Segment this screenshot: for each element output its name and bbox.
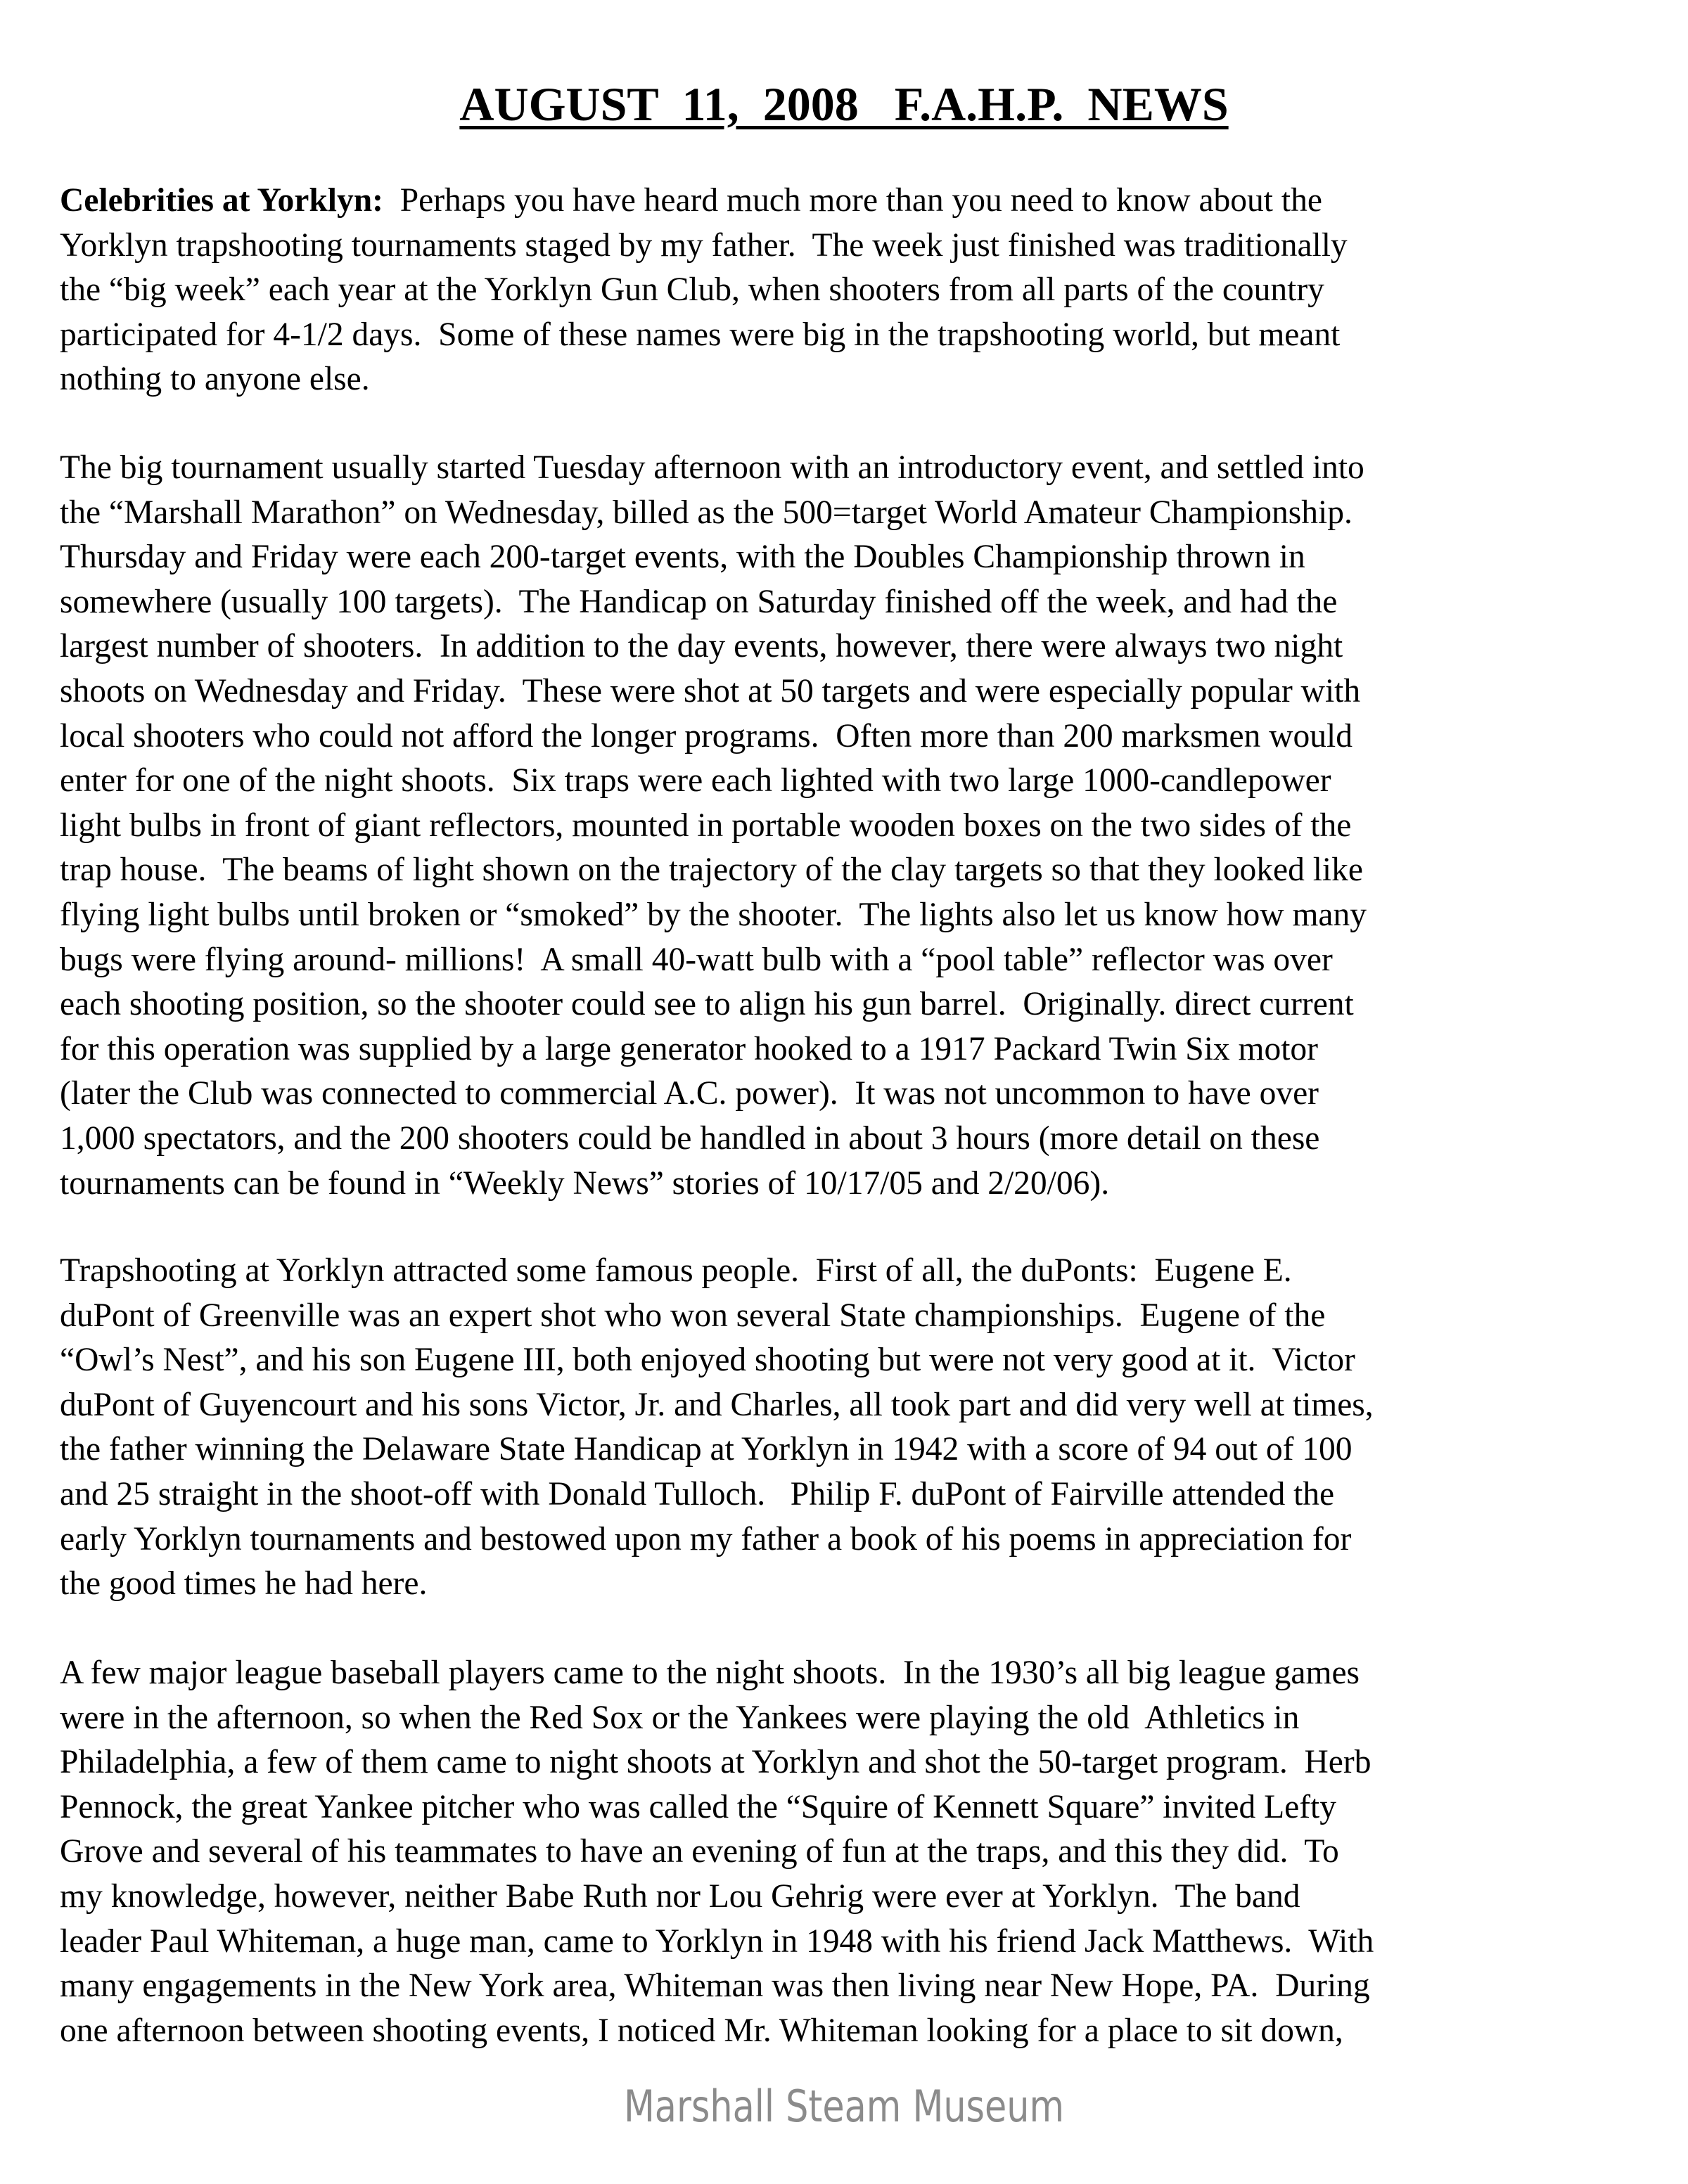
- paragraph-line: bugs were flying around- millions! A small 40-watt bulb with a “pool table” reflector was over: [60, 941, 1333, 978]
- paragraph-line: 1,000 spectators, and the 200 shooters could be handled in about 3 hours (more detail on these: [60, 1119, 1320, 1157]
- paragraph-line: Yorklyn trapshooting tournaments staged by my father. The week just finished was traditionally: [60, 226, 1348, 264]
- paragraph-line: The big tournament usually started Tuesday afternoon with an introductory event, and settled into: [60, 449, 1364, 486]
- paragraph-line: Grove and several of his teammates to have an evening of fun at the traps, and this they did. To: [60, 1833, 1339, 1870]
- paragraph-celebrities: [60, 179, 1677, 402]
- paragraph-line: “Owl’s Nest”, and his son Eugene III, both enjoyed shooting but were not very good at it. Victor: [60, 1342, 1355, 1379]
- paragraph-line: leader Paul Whiteman, a huge man, came to Yorklyn in 1948 with his friend Jack Matthews. With: [60, 1922, 1374, 1960]
- paragraph-line: the “Marshall Marathon” on Wednesday, billed as the 500=target World Amateur Championship.: [60, 494, 1353, 531]
- paragraph-duponts: [60, 1249, 1677, 1607]
- paragraph-line: local shooters who could not afford the longer programs. Often more than 200 marksmen would: [60, 717, 1353, 754]
- line-text: Perhaps you have heard much more than you need to know about the: [383, 182, 1322, 219]
- paragraph-line: one afternoon between shooting events, I noticed Mr. Whiteman looking for a place to sit down,: [60, 2012, 1343, 2049]
- paragraph-line: enter for one of the night shoots. Six traps were each lighted with two large 1000-candlepower: [60, 762, 1331, 799]
- paragraph-line: largest number of shooters. In addition to the day events, however, there were always two night: [60, 628, 1343, 665]
- paragraph-line: the good times he had here.: [60, 1565, 428, 1602]
- paragraph-line: tournaments can be found in “Weekly News” stories of 10/17/05 and 2/20/06).: [60, 1164, 1110, 1202]
- paragraph-line: duPont of Guyencourt and his sons Victor, Jr. and Charles, all took part and did very well at times,: [60, 1386, 1374, 1423]
- page-title: [0, 76, 1688, 132]
- paragraph-line: Thursday and Friday were each 200-target events, with the Doubles Championship thrown in: [60, 539, 1305, 576]
- paragraph-line: Philadelphia, a few of them came to night shoots at Yorklyn and shot the 50-target program. Herb: [60, 1744, 1372, 1781]
- paragraph-line: Trapshooting at Yorklyn attracted some famous people. First of all, the duPonts: Eugene E.: [60, 1252, 1292, 1289]
- paragraph-line: the “big week” each year at the Yorklyn Gun Club, when shooters from all parts of the country: [60, 271, 1324, 309]
- paragraph-line: trap house. The beams of light shown on the trajectory of the clay targets so that they looked like: [60, 852, 1363, 889]
- watermark: Marshall Steam Museum: [623, 2081, 1065, 2132]
- paragraph-line: [60, 179, 1677, 224]
- paragraph-line: and 25 straight in the shoot-off with Donald Tulloch. Philip F. duPont of Fairville attended the: [60, 1475, 1335, 1512]
- paragraph-line: shoots on Wednesday and Friday. These were shot at 50 targets and were especially popular with: [60, 672, 1361, 709]
- paragraph-line: Pennock, the great Yankee pitcher who was called the “Squire of Kennett Square” invited Lefty: [60, 1788, 1336, 1825]
- paragraph-line: each shooting position, so the shooter could see to align his gun barrel. Originally. direct current: [60, 986, 1354, 1023]
- paragraph-line: were in the afternoon, so when the Red Sox or the Yankees were playing the old Athletics in: [60, 1699, 1300, 1736]
- paragraph-line: my knowledge, however, neither Babe Ruth nor Lou Gehrig were ever at Yorklyn. The band: [60, 1877, 1300, 1915]
- paragraph-line: many engagements in the New York area, Whiteman was then living near New Hope, PA. During: [60, 1967, 1370, 2005]
- paragraph-baseball: [60, 1651, 1677, 2053]
- paragraph-line: duPont of Greenville was an expert shot who won several State championships. Eugene of the: [60, 1297, 1326, 1334]
- paragraph-line: (later the Club was connected to commercial A.C. power). It was not uncommon to have over: [60, 1075, 1319, 1112]
- paragraph-line: nothing to anyone else.: [60, 361, 370, 398]
- paragraph-line: early Yorklyn tournaments and bestowed upon my father a book of his poems in appreciation for: [60, 1520, 1352, 1557]
- paragraph-line: for this operation was supplied by a large generator hooked to a 1917 Packard Twin Six motor: [60, 1030, 1318, 1067]
- paragraph-line: A few major league baseball players came to the night shoots. In the 1930’s all big league games: [60, 1655, 1360, 1691]
- paragraph-tournament: [60, 446, 1677, 1206]
- paragraph-line: flying light bulbs until broken or “smoked” by the shooter. The lights also let us know how many: [60, 896, 1367, 933]
- paragraph-line: light bulbs in front of giant reflectors, mounted in portable wooden boxes on the two sides of the: [60, 807, 1352, 844]
- paragraph-line: participated for 4-1/2 days. Some of these names were big in the trapshooting world, but meant: [60, 316, 1341, 353]
- paragraph-line: the father winning the Delaware State Handicap at Yorklyn in 1942 with a score of 94 out of 100: [60, 1431, 1353, 1468]
- paragraph-line: somewhere (usually 100 targets). The Handicap on Saturday finished off the week, and had the: [60, 583, 1338, 620]
- section-heading: Celebrities at Yorklyn:: [60, 182, 383, 219]
- title-text: AUGUST 11, 2008 F.A.H.P. NEWS: [459, 77, 1229, 131]
